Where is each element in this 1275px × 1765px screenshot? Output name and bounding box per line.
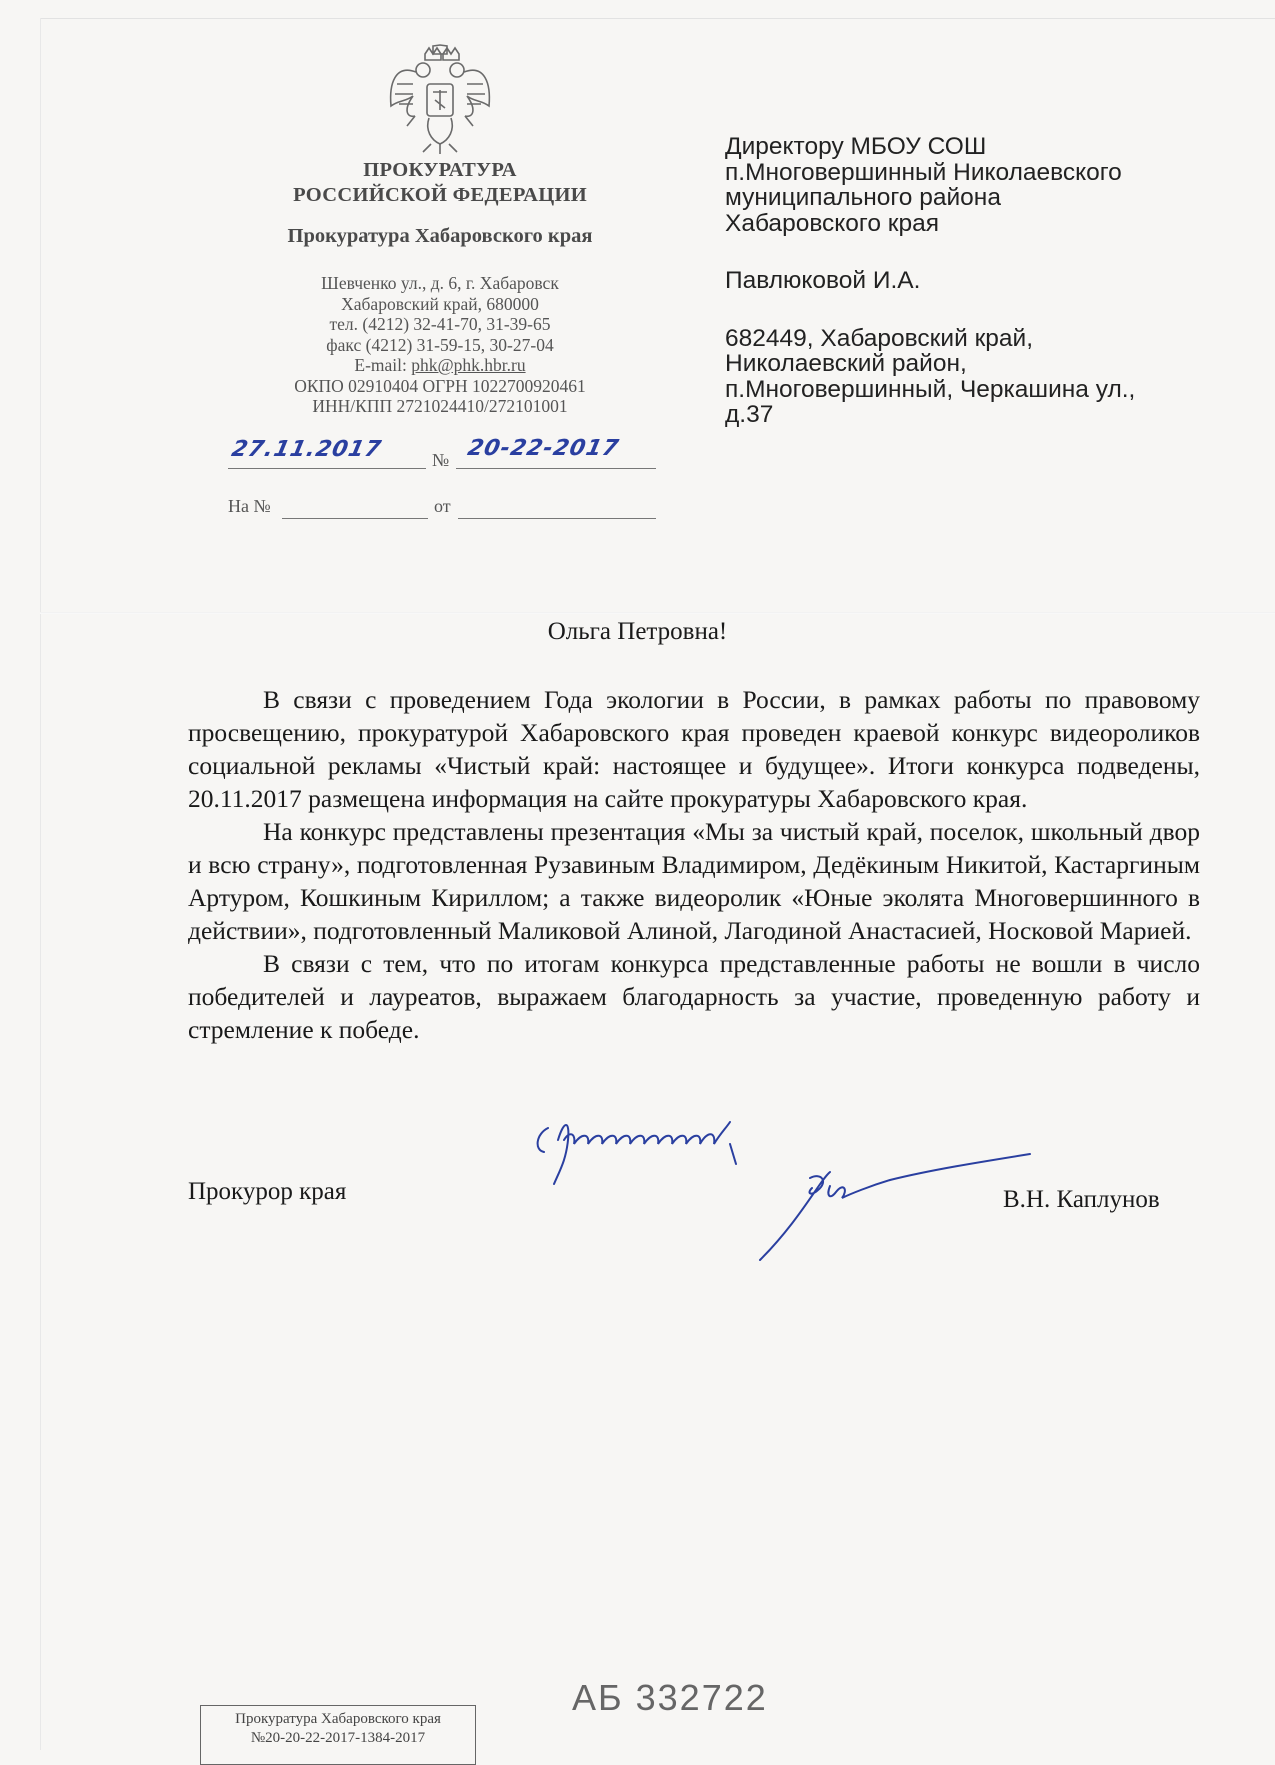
from-label: от — [434, 496, 451, 516]
letter-body — [188, 683, 1200, 1046]
org-address: Шевченко ул., д. 6, г. Хабаровск Хабаровский край, 680000 тел. (4212) 32-41-70, 31-39-65 факс (4212) 31-59-15, 30-27-04 E-mail: phk@phk.hbr.ru ОКПО 02910404 ОГРН 1022700920461 ИНН/КПП 2721024410/272101001 — [220, 273, 660, 417]
signer-name: В.Н. Каплунов — [1003, 1186, 1160, 1213]
registration-stamp: Прокуратура Хабаровского края №20-20-22-2017-1384-2017 — [200, 1705, 476, 1765]
addressee-block: Директору МБОУ СОШ п.Многовершинный Николаевского муниципального района Хабаровского края Павлюковой И.А. 682449, Хабаровский край, Николаевский район, п.Многовершинный, Черкашина ул., д.37 — [725, 134, 1255, 428]
handwritten-signature — [530, 1110, 1050, 1270]
russian-coat-of-arms-icon — [385, 44, 495, 156]
number-label: № — [432, 450, 450, 470]
paragraph: В связи с проведением Года экологии в России, в рамках работы по правовому просвещению, прокуратурой Хабаровского края проведен краевой конкурс видеороликов социальной рекламы «Чистый край: настоящее и будущее». Итоги конкурса подведены, 20.11.2017 размещена информация на сайте прокуратуры Хабаровского края. — [188, 685, 1200, 813]
handwritten-date: 27.11.2017 — [229, 437, 384, 462]
paper-fold — [40, 612, 1275, 614]
email-link[interactable]: phk@phk.hbr.ru — [411, 355, 526, 375]
email-line: E-mail: phk@phk.hbr.ru — [354, 355, 526, 375]
ref-line — [282, 488, 428, 519]
org-name: Прокуратура Хабаровского края — [287, 225, 593, 247]
salutation: Ольга Петровна! — [547, 618, 728, 645]
signer-position: Прокурор края — [188, 1178, 347, 1205]
ref-label: На № — [228, 496, 271, 516]
from-line — [458, 488, 656, 519]
handwritten-number: 20-22-2017 — [465, 436, 622, 461]
paragraph: В связи с тем, что по итогам конкурса представленные работы не вошли в число победителей и лауреатов, выражаем благодарность за участие, проведенную работу и стремление к победе. — [188, 949, 1200, 1044]
page-edge — [40, 18, 1275, 19]
org-title: ПРОКУРАТУРА РОССИЙСКОЙ ФЕДЕРАЦИИ — [293, 159, 587, 206]
paragraph: На конкурс представлены презентация «Мы за чистый край, поселок, школьный двор и всю страну», подготовленная Рузавиным Владимиром, Дедёкиным Никитой, Кастаргиным Артуром, Кошкиным Кириллом; а также видеоролик «Юные эколята Многовершинного в действии», подготовленный Маликовой Алиной, Лагодиной Анастасией, Носковой Марией. — [188, 817, 1200, 945]
page-edge-left — [40, 18, 41, 1750]
document-serial: АБ 332722 — [572, 1677, 768, 1718]
addressee-name: Павлюковой И.А. — [725, 267, 921, 294]
